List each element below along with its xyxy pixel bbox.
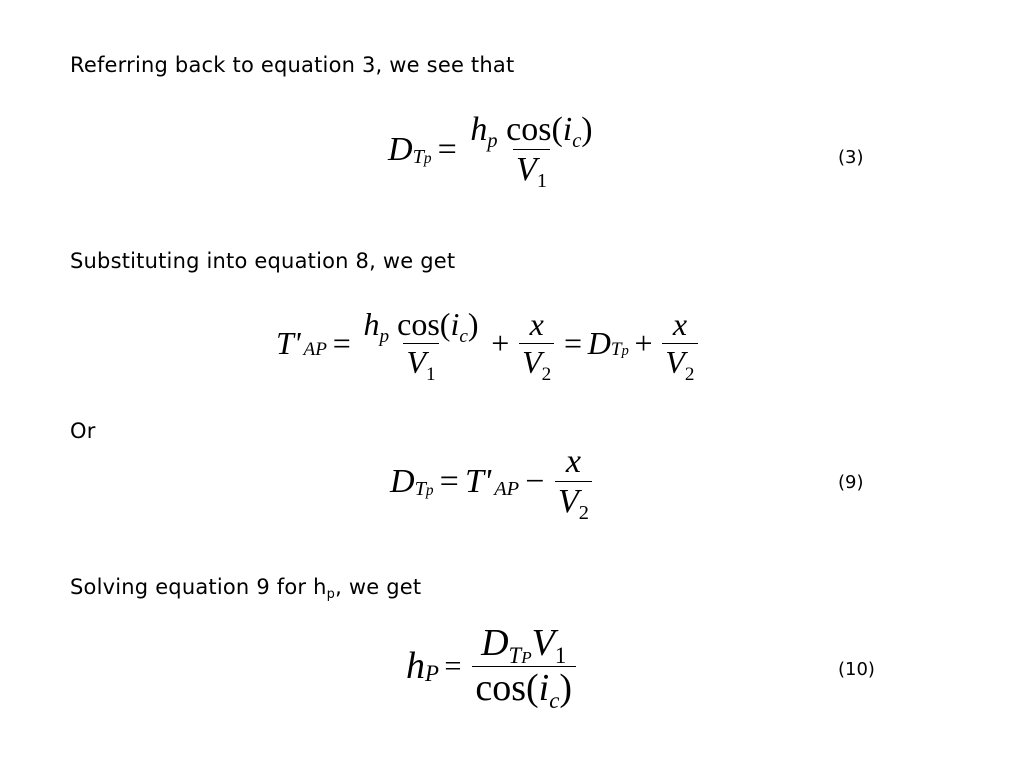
math-op: = (437, 130, 457, 168)
equation-number-9: (9) (838, 472, 864, 493)
equation-9: D Tp = T' AP − $\frac{x}{V_2}$ (390, 444, 596, 520)
text-or: Or (70, 419, 96, 443)
fraction: $\frac{h_p \cos(i_c)}{V_1}$ (363, 306, 479, 385)
equation-10: h P = $\frac{D_{TP}V_1}{\cos(i_c)}$ (406, 624, 580, 709)
fraction: $\frac{D_{TP}V_1}{\cos(i_c)}$ (472, 624, 576, 709)
equation-3 (388, 111, 600, 193)
fraction: $\frac{h_p \cos(i_c)}{V_1}$ (470, 111, 593, 193)
fraction: $\frac{x}{V_2}$ (519, 308, 555, 379)
equation-number-3: (3) (838, 147, 864, 168)
text-substituting: Substituting into equation 8, we get (70, 249, 456, 273)
fraction: $\frac{x}{V_2}$ (555, 444, 593, 520)
text-solving: Solving equation 9 for $h_p$, we get (70, 575, 422, 602)
math-sub: Tp (412, 145, 432, 168)
text-referring-back: Referring back to equation 3, we see that (70, 53, 515, 77)
fraction: $\frac{x}{V_2}$ (662, 308, 698, 379)
math-var: D (388, 130, 413, 168)
equation-substituted: T' AP = $\frac{h_p \cos(i_c)}{V_1}$ + $\frac{x}{V_2}$ = D Tp + $\frac{x}{V_2}$ (276, 308, 702, 379)
equation-number-10: (10) (838, 659, 875, 680)
math-var: T' (276, 325, 301, 362)
